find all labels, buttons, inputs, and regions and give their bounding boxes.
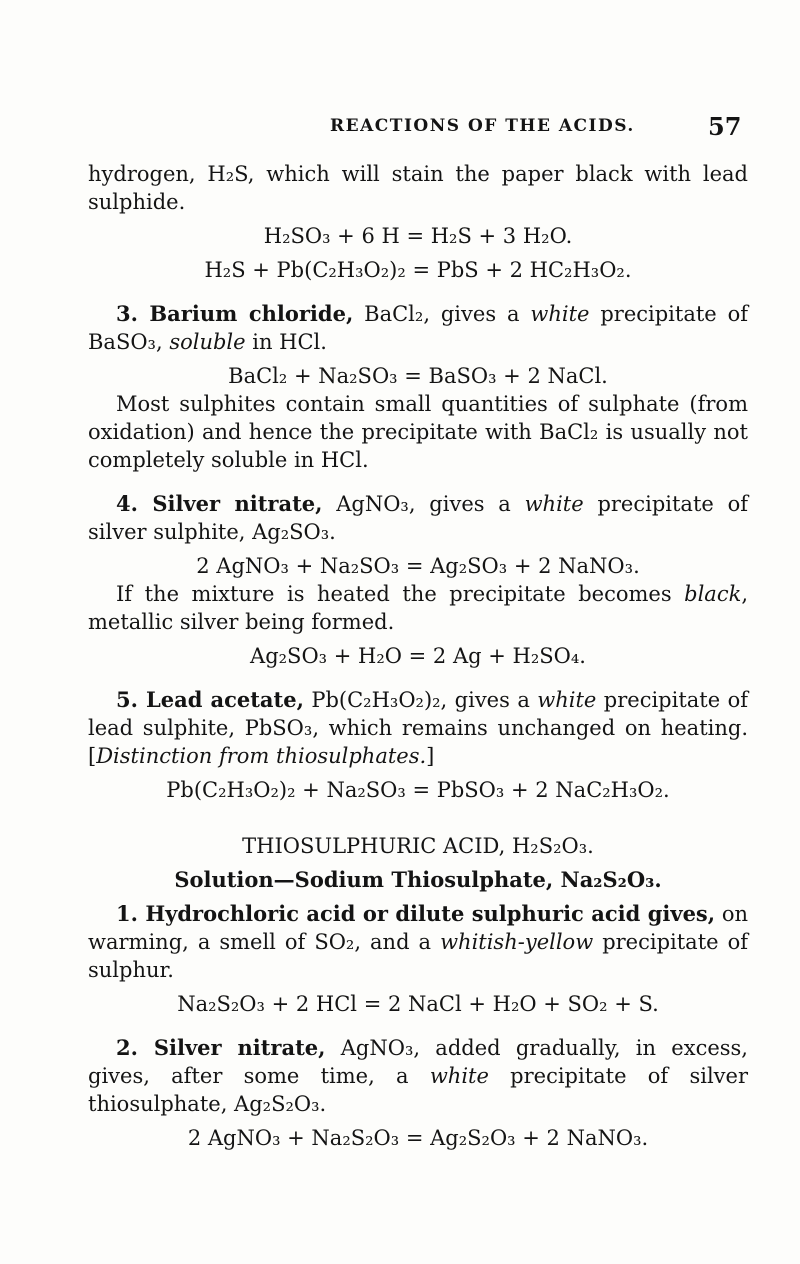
page-body	[88, 160, 748, 1152]
emphasis: whitish-yellow	[440, 930, 594, 954]
page-number: 57	[708, 112, 742, 141]
spacer	[88, 1018, 748, 1034]
text-run: , metallic silver being formed.	[88, 582, 748, 634]
text-run: ]	[426, 744, 435, 768]
test-item-hydrochloric-acid	[88, 900, 748, 984]
reagent-label: 2. Silver nitrate,	[116, 1035, 326, 1060]
reagent-label: 5. Lead acetate,	[116, 687, 304, 712]
reagent-label: 4. Silver nitrate,	[116, 491, 323, 516]
page-header	[0, 112, 800, 142]
spacer	[88, 284, 748, 300]
equation: Pb(C₂H₃O₂)₂ + Na₂SO₃ = PbSO₃ + 2 NaC₂H₃O₂.	[166, 778, 670, 802]
emphasis: white	[524, 492, 584, 516]
spacer	[88, 474, 748, 490]
reagent-label: 1. Hydrochloric acid or dilute sulphuric acid gives,	[116, 901, 716, 926]
emphasis: white	[530, 302, 590, 326]
paragraph-heating	[88, 580, 748, 636]
test-item-barium-chloride	[88, 300, 748, 356]
text-run: BaCl₂, gives a	[353, 302, 531, 326]
text-run: Pb(C₂H₃O₂)₂, gives a	[303, 688, 538, 712]
equation: 2 AgNO₃ + Na₂S₂O₃ = Ag₂S₂O₃ + 2 NaNO₃.	[187, 1126, 649, 1150]
section-heading: THIOSULPHURIC ACID, H₂S₂O₃.	[242, 834, 594, 858]
text-run: If the mixture is heated the precipitate becomes	[116, 582, 685, 606]
equation: H₂SO₃ + 6 H = H₂S + 3 H₂O.	[263, 224, 573, 248]
equation: Na₂S₂O₃ + 2 HCl = 2 NaCl + H₂O + SO₂ + S.	[177, 992, 659, 1016]
text-run: precipitate of BaSO₃,	[88, 302, 749, 354]
paragraph-note: Most sulphites contain small quantities of sulphate (from oxidation) and hence the precipitate with BaCl₂ is usually not completely soluble in HCl.	[88, 392, 748, 472]
spacer	[88, 804, 748, 832]
text-run: AgNO₃, gives a	[322, 492, 525, 516]
emphasis: soluble	[169, 330, 246, 354]
emphasis: Distinction from thiosulphates.	[96, 744, 427, 768]
equation: H₂S + Pb(C₂H₃O₂)₂ = PbS + 2 HC₂H₃O₂.	[204, 258, 632, 282]
emphasis: white	[429, 1064, 489, 1088]
text-run: precipitate of sulphur.	[88, 930, 748, 982]
text-run: AgNO₃, added gradually, in excess, gives, after some time, a	[88, 1036, 748, 1088]
reagent-label: 3. Barium chloride,	[116, 301, 354, 326]
emphasis: white	[537, 688, 597, 712]
equation: Ag₂SO₃ + H₂O = 2 Ag + H₂SO₄.	[250, 644, 586, 668]
running-head: REACTIONS OF THE ACIDS.	[330, 116, 635, 136]
text-run: precipitate of silver sulphite, Ag₂SO₃.	[88, 492, 748, 544]
text-run: precipitate of lead sulphite, PbSO₃, which remains unchanged on heating. [	[88, 688, 748, 768]
test-item-silver-nitrate	[88, 490, 748, 546]
equation: 2 AgNO₃ + Na₂SO₃ = Ag₂SO₃ + 2 NaNO₃.	[196, 554, 640, 578]
test-item-silver-nitrate-thiosulphate	[88, 1034, 748, 1118]
emphasis: black	[684, 582, 742, 606]
section-subheading: Solution—Sodium Thiosulphate, Na₂S₂O₃.	[174, 867, 662, 892]
text-run: in HCl.	[245, 330, 327, 354]
text-run: on warming, a smell of SO₂, and a	[88, 902, 749, 954]
text-run: precipitate of silver thiosulphate, Ag₂S₂O₃.	[88, 1064, 748, 1116]
spacer	[88, 670, 748, 686]
equation: BaCl₂ + Na₂SO₃ = BaSO₃ + 2 NaCl.	[228, 364, 608, 388]
paragraph-continuation: hydrogen, H₂S, which will stain the paper black with lead sulphide.	[88, 162, 748, 214]
test-item-lead-acetate	[88, 686, 748, 770]
